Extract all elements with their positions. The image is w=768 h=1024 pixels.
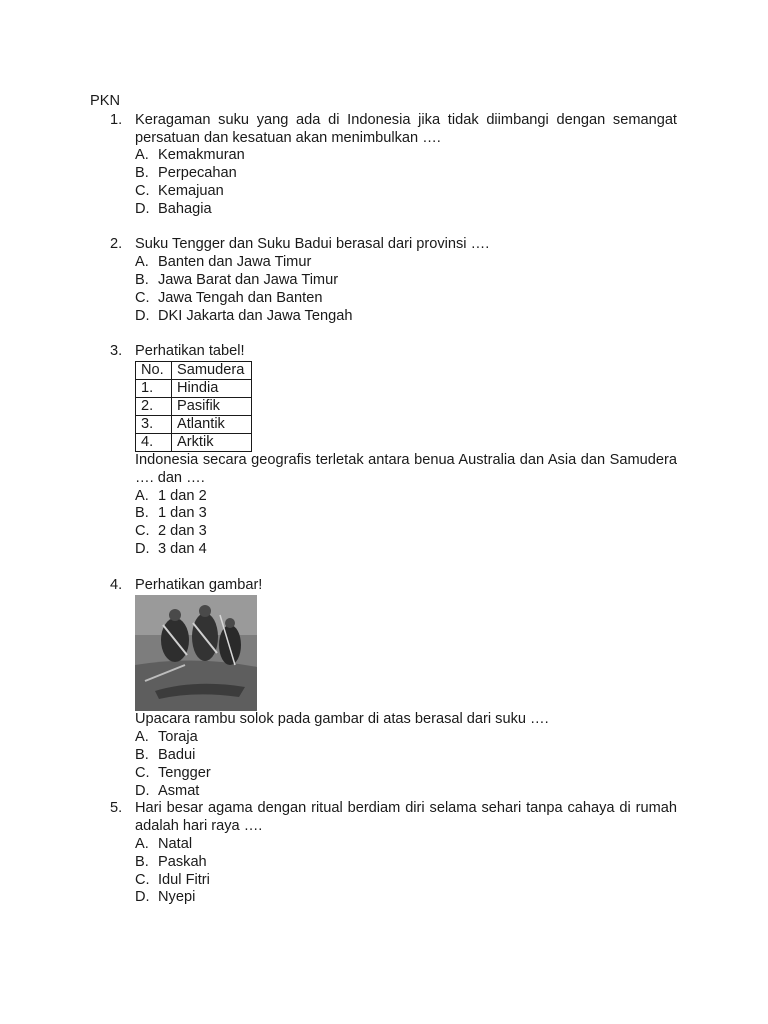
question-number: 5. (110, 800, 123, 817)
option-letter: D. (135, 540, 150, 557)
option-letter: A. (135, 254, 149, 271)
option-text: Kemajuan (158, 182, 224, 199)
option-d (135, 783, 677, 801)
option-letter: B. (135, 746, 149, 763)
option-letter: D. (135, 782, 150, 799)
option-d (135, 889, 677, 907)
option-letter: C. (135, 871, 150, 888)
option-letter: C. (135, 182, 150, 199)
option-text: Jawa Tengah dan Banten (158, 289, 323, 306)
table-cell: Atlantik (172, 415, 252, 433)
question-text: Suku Tengger dan Suku Badui berasal dari provinsi …. (135, 236, 490, 253)
option-text: 1 dan 3 (158, 505, 207, 522)
option-letter: B. (135, 271, 149, 288)
option-text: Tengger (158, 764, 211, 781)
question-number: 1. (110, 111, 123, 128)
option-a (135, 836, 677, 854)
option-text: Bahagia (158, 200, 212, 217)
option-a (135, 147, 677, 165)
table-cell: Arktik (172, 433, 252, 451)
option-b (135, 505, 677, 523)
option-text: Paskah (158, 853, 207, 870)
question-followup-text: Upacara rambu solok pada gambar di atas berasal dari suku …. (135, 711, 549, 728)
option-c (135, 765, 677, 783)
table-cell: 1. (136, 379, 172, 397)
option-text: 2 dan 3 (158, 523, 207, 540)
question-text: Hari besar agama dengan ritual berdiam diri selama sehari tanpa cahaya di rumah adalah hari raya …. (135, 800, 677, 835)
option-letter: C. (135, 764, 150, 781)
option-text: Asmat (158, 782, 200, 799)
question-followup-text: Indonesia secara geografis terletak antara benua Australia dan Asia dan Samudera …. dan …. (135, 451, 677, 486)
option-letter: B. (135, 505, 149, 522)
document-page (90, 93, 680, 907)
option-b (135, 165, 677, 183)
table-header-cell: No. (136, 361, 172, 379)
option-a (135, 254, 677, 272)
option-text: Banten dan Jawa Timur (158, 254, 312, 271)
option-c (135, 523, 677, 541)
table-header-cell: Samudera (172, 361, 252, 379)
table-header-row (136, 361, 252, 379)
option-letter: A. (135, 835, 149, 852)
option-b (135, 854, 677, 872)
question-number: 3. (110, 343, 123, 360)
option-c (135, 872, 677, 890)
question-number: 4. (110, 576, 123, 593)
option-text: Kemakmuran (158, 147, 245, 164)
option-a (135, 488, 677, 506)
option-b (135, 272, 677, 290)
option-text: DKI Jakarta dan Jawa Tengah (158, 307, 353, 324)
table-row (136, 397, 252, 415)
option-text: Idul Fitri (158, 871, 210, 888)
ceremony-photo-illustration (135, 595, 257, 711)
option-letter: B. (135, 853, 149, 870)
document-title: PKN (90, 93, 121, 109)
option-letter: D. (135, 307, 150, 324)
option-text: Toraja (158, 729, 198, 746)
option-text: 1 dan 2 (158, 487, 207, 504)
option-letter: B. (135, 165, 149, 182)
option-text: Badui (158, 746, 196, 763)
question-text: Perhatikan tabel! (135, 343, 245, 360)
option-text: Natal (158, 835, 193, 852)
option-text: Perpecahan (158, 165, 237, 182)
question-2 (90, 236, 677, 325)
table-cell: 4. (136, 433, 172, 451)
option-letter: A. (135, 729, 149, 746)
question-4 (90, 577, 677, 801)
table-cell: 2. (136, 397, 172, 415)
option-letter: C. (135, 289, 150, 306)
option-c (135, 183, 677, 201)
option-letter: D. (135, 889, 150, 906)
question-number: 2. (110, 236, 123, 253)
question-text: Keragaman suku yang ada di Indonesia jika tidak diimbangi dengan semangat persatuan dan kesatuan akan menimbulkan …. (135, 111, 677, 146)
question-1 (90, 112, 677, 219)
option-text: Nyepi (158, 889, 196, 906)
option-letter: A. (135, 147, 149, 164)
table-cell: Hindia (172, 379, 252, 397)
table-cell: Pasifik (172, 397, 252, 415)
option-a (135, 729, 677, 747)
option-text: 3 dan 4 (158, 540, 207, 557)
question-3 (90, 343, 677, 559)
ceremony-photo (135, 595, 257, 711)
table-cell: 3. (136, 415, 172, 433)
option-d (135, 308, 677, 326)
table-row (136, 415, 252, 433)
option-text: Jawa Barat dan Jawa Timur (158, 271, 339, 288)
option-c (135, 290, 677, 308)
ocean-table (135, 361, 252, 452)
option-b (135, 747, 677, 765)
option-d (135, 201, 677, 219)
question-5 (90, 800, 677, 907)
table-row (136, 433, 252, 451)
option-letter: A. (135, 487, 149, 504)
option-letter: C. (135, 523, 150, 540)
option-letter: D. (135, 200, 150, 217)
question-text: Perhatikan gambar! (135, 576, 263, 593)
option-d (135, 541, 677, 559)
table-row (136, 379, 252, 397)
